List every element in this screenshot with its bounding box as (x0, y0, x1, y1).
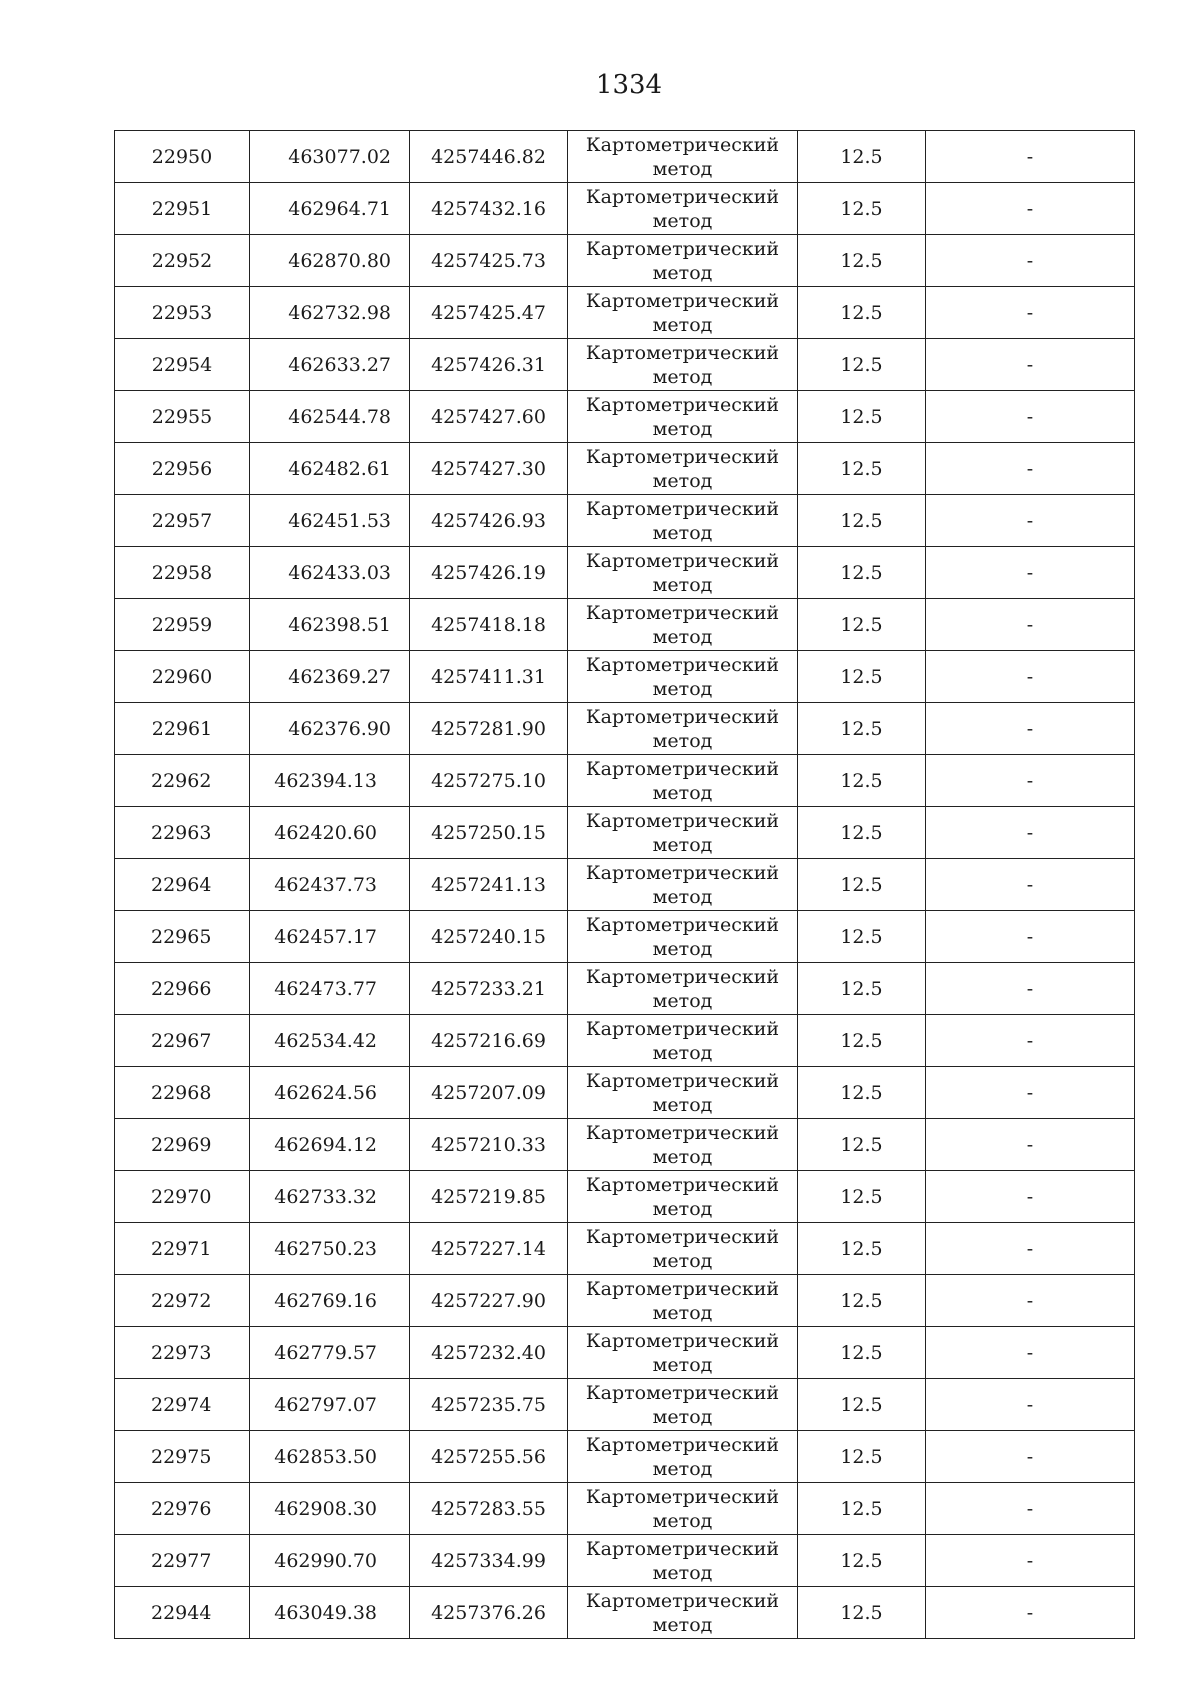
method-cell: Картометрический метод (568, 1015, 798, 1067)
x-coordinate-cell: 462433.03 (250, 547, 410, 599)
method-cell: Картометрический метод (568, 391, 798, 443)
table-row (115, 235, 1135, 287)
method-cell: Картометрический метод (568, 339, 798, 391)
accuracy-cell: 12.5 (798, 651, 926, 703)
table-row (115, 963, 1135, 1015)
y-coordinate-cell: 4257427.30 (410, 443, 568, 495)
table-row (115, 703, 1135, 755)
accuracy-cell: 12.5 (798, 1379, 926, 1431)
note-cell: - (926, 339, 1135, 391)
point-id-cell: 22959 (115, 599, 250, 651)
table-row (115, 287, 1135, 339)
y-coordinate-cell: 4257432.16 (410, 183, 568, 235)
accuracy-cell: 12.5 (798, 1015, 926, 1067)
accuracy-cell: 12.5 (798, 1275, 926, 1327)
point-id-cell: 22969 (115, 1119, 250, 1171)
accuracy-cell: 12.5 (798, 755, 926, 807)
method-cell: Картометрический метод (568, 755, 798, 807)
method-cell: Картометрический метод (568, 807, 798, 859)
x-coordinate-cell: 462398.51 (250, 599, 410, 651)
point-id-cell: 22961 (115, 703, 250, 755)
table-row (115, 339, 1135, 391)
table-row (115, 495, 1135, 547)
table-row (115, 1535, 1135, 1587)
accuracy-cell: 12.5 (798, 547, 926, 599)
table-row (115, 1275, 1135, 1327)
table-row (115, 391, 1135, 443)
table-row (115, 859, 1135, 911)
x-coordinate-cell: 462964.71 (250, 183, 410, 235)
x-coordinate-cell: 462457.17 (250, 911, 410, 963)
y-coordinate-cell: 4257426.93 (410, 495, 568, 547)
note-cell: - (926, 287, 1135, 339)
coordinates-table (114, 130, 1135, 1639)
note-cell: - (926, 1379, 1135, 1431)
accuracy-cell: 12.5 (798, 807, 926, 859)
table-row (115, 599, 1135, 651)
method-cell: Картометрический метод (568, 1327, 798, 1379)
y-coordinate-cell: 4257250.15 (410, 807, 568, 859)
method-cell: Картометрический метод (568, 963, 798, 1015)
accuracy-cell: 12.5 (798, 495, 926, 547)
note-cell: - (926, 651, 1135, 703)
note-cell: - (926, 1327, 1135, 1379)
point-id-cell: 22973 (115, 1327, 250, 1379)
x-coordinate-cell: 462750.23 (250, 1223, 410, 1275)
method-cell: Картометрический метод (568, 859, 798, 911)
x-coordinate-cell: 462779.57 (250, 1327, 410, 1379)
method-cell: Картометрический метод (568, 1119, 798, 1171)
point-id-cell: 22956 (115, 443, 250, 495)
method-cell: Картометрический метод (568, 183, 798, 235)
method-cell: Картометрический метод (568, 495, 798, 547)
x-coordinate-cell: 463077.02 (250, 131, 410, 183)
y-coordinate-cell: 4257219.85 (410, 1171, 568, 1223)
note-cell: - (926, 1431, 1135, 1483)
y-coordinate-cell: 4257241.13 (410, 859, 568, 911)
x-coordinate-cell: 462797.07 (250, 1379, 410, 1431)
point-id-cell: 22967 (115, 1015, 250, 1067)
table-row (115, 1327, 1135, 1379)
note-cell: - (926, 1275, 1135, 1327)
x-coordinate-cell: 462451.53 (250, 495, 410, 547)
table-row (115, 131, 1135, 183)
method-cell: Картометрический метод (568, 1379, 798, 1431)
note-cell: - (926, 807, 1135, 859)
table-row (115, 183, 1135, 235)
note-cell: - (926, 963, 1135, 1015)
note-cell: - (926, 391, 1135, 443)
y-coordinate-cell: 4257281.90 (410, 703, 568, 755)
accuracy-cell: 12.5 (798, 1067, 926, 1119)
method-cell: Картометрический метод (568, 235, 798, 287)
method-cell: Картометрический метод (568, 1067, 798, 1119)
accuracy-cell: 12.5 (798, 911, 926, 963)
accuracy-cell: 12.5 (798, 1223, 926, 1275)
y-coordinate-cell: 4257425.73 (410, 235, 568, 287)
accuracy-cell: 12.5 (798, 599, 926, 651)
point-id-cell: 22962 (115, 755, 250, 807)
note-cell: - (926, 1223, 1135, 1275)
table-row (115, 1119, 1135, 1171)
x-coordinate-cell: 462732.98 (250, 287, 410, 339)
y-coordinate-cell: 4257376.26 (410, 1587, 568, 1639)
method-cell: Картометрический метод (568, 1171, 798, 1223)
accuracy-cell: 12.5 (798, 443, 926, 495)
accuracy-cell: 12.5 (798, 1431, 926, 1483)
point-id-cell: 22970 (115, 1171, 250, 1223)
accuracy-cell: 12.5 (798, 1171, 926, 1223)
method-cell: Картометрический метод (568, 651, 798, 703)
point-id-cell: 22976 (115, 1483, 250, 1535)
table-row (115, 651, 1135, 703)
y-coordinate-cell: 4257418.18 (410, 599, 568, 651)
point-id-cell: 22974 (115, 1379, 250, 1431)
y-coordinate-cell: 4257426.19 (410, 547, 568, 599)
y-coordinate-cell: 4257216.69 (410, 1015, 568, 1067)
y-coordinate-cell: 4257255.56 (410, 1431, 568, 1483)
y-coordinate-cell: 4257233.21 (410, 963, 568, 1015)
x-coordinate-cell: 462420.60 (250, 807, 410, 859)
x-coordinate-cell: 462376.90 (250, 703, 410, 755)
method-cell: Картометрический метод (568, 443, 798, 495)
method-cell: Картометрический метод (568, 287, 798, 339)
point-id-cell: 22955 (115, 391, 250, 443)
y-coordinate-cell: 4257411.31 (410, 651, 568, 703)
x-coordinate-cell: 462624.56 (250, 1067, 410, 1119)
point-id-cell: 22950 (115, 131, 250, 183)
x-coordinate-cell: 462473.77 (250, 963, 410, 1015)
note-cell: - (926, 1119, 1135, 1171)
note-cell: - (926, 131, 1135, 183)
note-cell: - (926, 1171, 1135, 1223)
point-id-cell: 22963 (115, 807, 250, 859)
accuracy-cell: 12.5 (798, 131, 926, 183)
accuracy-cell: 12.5 (798, 1119, 926, 1171)
point-id-cell: 22971 (115, 1223, 250, 1275)
accuracy-cell: 12.5 (798, 703, 926, 755)
y-coordinate-cell: 4257227.14 (410, 1223, 568, 1275)
accuracy-cell: 12.5 (798, 1483, 926, 1535)
note-cell: - (926, 755, 1135, 807)
note-cell: - (926, 1015, 1135, 1067)
method-cell: Картометрический метод (568, 1587, 798, 1639)
table-row (115, 1067, 1135, 1119)
point-id-cell: 22954 (115, 339, 250, 391)
method-cell: Картометрический метод (568, 1535, 798, 1587)
x-coordinate-cell: 462534.42 (250, 1015, 410, 1067)
x-coordinate-cell: 462769.16 (250, 1275, 410, 1327)
point-id-cell: 22957 (115, 495, 250, 547)
point-id-cell: 22953 (115, 287, 250, 339)
x-coordinate-cell: 462633.27 (250, 339, 410, 391)
note-cell: - (926, 1483, 1135, 1535)
x-coordinate-cell: 462870.80 (250, 235, 410, 287)
y-coordinate-cell: 4257427.60 (410, 391, 568, 443)
note-cell: - (926, 1067, 1135, 1119)
note-cell: - (926, 495, 1135, 547)
y-coordinate-cell: 4257207.09 (410, 1067, 568, 1119)
point-id-cell: 22972 (115, 1275, 250, 1327)
point-id-cell: 22968 (115, 1067, 250, 1119)
x-coordinate-cell: 462369.27 (250, 651, 410, 703)
x-coordinate-cell: 462990.70 (250, 1535, 410, 1587)
table-row (115, 1379, 1135, 1431)
note-cell: - (926, 547, 1135, 599)
accuracy-cell: 12.5 (798, 1587, 926, 1639)
x-coordinate-cell: 462733.32 (250, 1171, 410, 1223)
point-id-cell: 22964 (115, 859, 250, 911)
point-id-cell: 22958 (115, 547, 250, 599)
note-cell: - (926, 183, 1135, 235)
point-id-cell: 22952 (115, 235, 250, 287)
accuracy-cell: 12.5 (798, 183, 926, 235)
accuracy-cell: 12.5 (798, 963, 926, 1015)
note-cell: - (926, 859, 1135, 911)
method-cell: Картометрический метод (568, 703, 798, 755)
y-coordinate-cell: 4257446.82 (410, 131, 568, 183)
y-coordinate-cell: 4257426.31 (410, 339, 568, 391)
x-coordinate-cell: 462437.73 (250, 859, 410, 911)
y-coordinate-cell: 4257425.47 (410, 287, 568, 339)
accuracy-cell: 12.5 (798, 1535, 926, 1587)
table-row (115, 1431, 1135, 1483)
note-cell: - (926, 703, 1135, 755)
note-cell: - (926, 1535, 1135, 1587)
y-coordinate-cell: 4257232.40 (410, 1327, 568, 1379)
table-row (115, 1171, 1135, 1223)
x-coordinate-cell: 462908.30 (250, 1483, 410, 1535)
table-row (115, 807, 1135, 859)
method-cell: Картометрический метод (568, 599, 798, 651)
y-coordinate-cell: 4257210.33 (410, 1119, 568, 1171)
table-row (115, 755, 1135, 807)
point-id-cell: 22966 (115, 963, 250, 1015)
table-body (115, 131, 1135, 1639)
y-coordinate-cell: 4257283.55 (410, 1483, 568, 1535)
point-id-cell: 22960 (115, 651, 250, 703)
accuracy-cell: 12.5 (798, 235, 926, 287)
page-number: 1334 (595, 70, 663, 100)
point-id-cell: 22965 (115, 911, 250, 963)
table-row (115, 547, 1135, 599)
method-cell: Картометрический метод (568, 1275, 798, 1327)
table-row (115, 1587, 1135, 1639)
method-cell: Картометрический метод (568, 131, 798, 183)
method-cell: Картометрический метод (568, 1483, 798, 1535)
x-coordinate-cell: 462482.61 (250, 443, 410, 495)
y-coordinate-cell: 4257240.15 (410, 911, 568, 963)
point-id-cell: 22951 (115, 183, 250, 235)
table-row (115, 1015, 1135, 1067)
method-cell: Картометрический метод (568, 1431, 798, 1483)
y-coordinate-cell: 4257235.75 (410, 1379, 568, 1431)
x-coordinate-cell: 462694.12 (250, 1119, 410, 1171)
point-id-cell: 22975 (115, 1431, 250, 1483)
accuracy-cell: 12.5 (798, 391, 926, 443)
x-coordinate-cell: 463049.38 (250, 1587, 410, 1639)
table-row (115, 911, 1135, 963)
method-cell: Картометрический метод (568, 911, 798, 963)
x-coordinate-cell: 462544.78 (250, 391, 410, 443)
note-cell: - (926, 911, 1135, 963)
y-coordinate-cell: 4257334.99 (410, 1535, 568, 1587)
accuracy-cell: 12.5 (798, 1327, 926, 1379)
y-coordinate-cell: 4257227.90 (410, 1275, 568, 1327)
note-cell: - (926, 443, 1135, 495)
x-coordinate-cell: 462394.13 (250, 755, 410, 807)
note-cell: - (926, 1587, 1135, 1639)
method-cell: Картометрический метод (568, 1223, 798, 1275)
x-coordinate-cell: 462853.50 (250, 1431, 410, 1483)
point-id-cell: 22944 (115, 1587, 250, 1639)
method-cell: Картометрический метод (568, 547, 798, 599)
accuracy-cell: 12.5 (798, 339, 926, 391)
table-row (115, 1223, 1135, 1275)
table-row (115, 1483, 1135, 1535)
accuracy-cell: 12.5 (798, 859, 926, 911)
note-cell: - (926, 235, 1135, 287)
accuracy-cell: 12.5 (798, 287, 926, 339)
table-row (115, 443, 1135, 495)
note-cell: - (926, 599, 1135, 651)
point-id-cell: 22977 (115, 1535, 250, 1587)
y-coordinate-cell: 4257275.10 (410, 755, 568, 807)
